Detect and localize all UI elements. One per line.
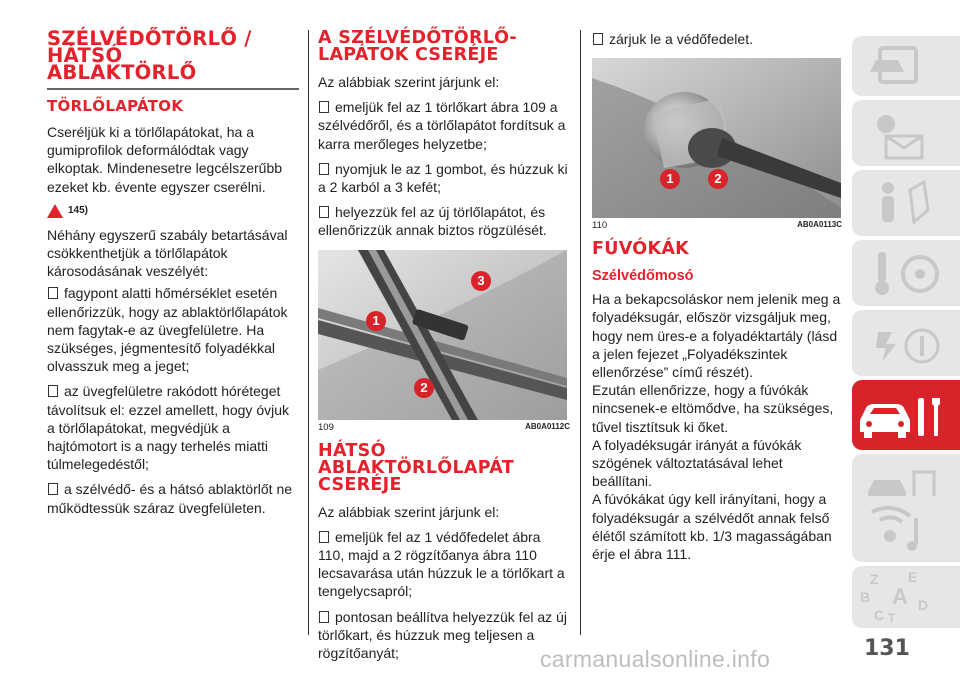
sidebar-tab-car-dashboard[interactable] bbox=[852, 36, 960, 96]
figure-caption bbox=[318, 422, 570, 433]
section-title-nozzles: FÚVÓKÁK bbox=[592, 239, 690, 260]
key-steering-icon bbox=[852, 240, 960, 306]
bullet-box-icon bbox=[319, 101, 329, 113]
list-item: a szélvédő- és a hátsó ablaktörlőt ne működtessük száraz üvegfelületen. bbox=[47, 481, 293, 516]
paragraph: A folyadéksugár irányát a fúvókák szögének változtatásával lehet beállítani. bbox=[592, 436, 802, 490]
rear-wiper-nut-illustration bbox=[592, 58, 841, 218]
figure-110-image bbox=[592, 58, 841, 218]
section-title-wiper-blade: A SZÉLVÉDŐTÖRLŐ- LAPÁTOK CSERÉJE bbox=[318, 28, 517, 65]
bullet-box-icon bbox=[593, 33, 603, 45]
bullet-box-icon bbox=[48, 287, 58, 299]
title-line-2: HÁTSÓ bbox=[47, 44, 123, 67]
column-3 bbox=[592, 30, 842, 567]
index-letter-z: Z bbox=[870, 571, 879, 587]
warning-ref-number: 145) bbox=[68, 205, 89, 217]
figure-code: AB0A0112C bbox=[525, 421, 570, 431]
intro-paragraph: Cseréljük ki a törlőlapátokat, ha a gumiprofilok deformálódtak vagy elkoptak. Mindenesetre legcélszerűbb ezeket kb. évente egyszer cserélni. bbox=[47, 124, 283, 195]
paragraph: Ha a bekapcsoláskor nem jelenik meg a folyadéksugár, először vizsgáljuk meg, hogy nem üres-e a folyadéktartály (lásd a jelen fejezet „Folyadékszintek ellenőrzése” című részét). bbox=[592, 291, 841, 381]
figure-pin-1: 1 bbox=[366, 311, 386, 331]
rules-paragraph: Néhány egyszerű szabály betartásával csökkenthetjük a törlőlapátok károsodásának veszélyét: bbox=[47, 226, 288, 280]
figure-pin-1: 1 bbox=[660, 169, 680, 189]
subsection-title-washer: Szélvédőmosó bbox=[592, 268, 694, 285]
list-item: az üvegfelületre rakódott hóréteget távolítsuk el: ezzel amellett, hogy óvjuk a törlőlapátokat, megvédjük a hajtómotort is a nagy terhelés miatti túlmelegedéstől; bbox=[47, 383, 290, 473]
figure-number: 110 bbox=[592, 220, 608, 232]
figure-pin-2: 2 bbox=[414, 378, 434, 398]
subsection-title: TÖRLŐLAPÁTOK bbox=[47, 97, 184, 115]
bullet-box-icon bbox=[319, 611, 329, 623]
figure-pin-3: 3 bbox=[471, 271, 491, 291]
index-letter-e: E bbox=[908, 569, 918, 585]
index-icon bbox=[852, 566, 960, 628]
index-letter-d: D bbox=[918, 597, 929, 613]
bullet-box-icon bbox=[319, 163, 329, 175]
paragraph: A fúvókákat úgy kell irányítani, hogy a folyadéksugár a szélvédőt annak felső élétől számított kb. 1/3 magasságában érje el ábra 111. bbox=[592, 491, 832, 563]
list-item: nyomjuk le az 1 gombot, és húzzuk ki a 2 karból a 3 kefét; bbox=[318, 160, 568, 196]
intro-paragraph-2: Az alábbiak szerint járjunk el: bbox=[318, 503, 500, 520]
figure-pin-2: 2 bbox=[708, 169, 728, 189]
sidebar-tab-emergency[interactable] bbox=[852, 310, 960, 376]
list-item: zárjuk le a védőfedelet. bbox=[592, 30, 842, 48]
index-letter-a: A bbox=[892, 584, 908, 609]
index-letter-c: C bbox=[874, 607, 885, 623]
section-title bbox=[47, 27, 299, 84]
column-2 bbox=[318, 30, 570, 669]
figure-caption bbox=[592, 220, 842, 231]
bullet-box-icon bbox=[48, 483, 58, 495]
sidebar-tab-index[interactable] bbox=[852, 566, 960, 628]
safety-seat-icon bbox=[852, 170, 960, 236]
paragraph: Ezután ellenőrizze, hogy a fúvókák nincsenek-e eltömődve, ha szükséges, tűvel tisztítsuk ki őket. bbox=[592, 382, 834, 435]
maintenance-icon bbox=[852, 380, 960, 450]
figure-code: AB0A0113C bbox=[797, 220, 842, 230]
sidebar-tab-maintenance-active[interactable] bbox=[852, 380, 960, 450]
sidebar-tab-key-steering[interactable] bbox=[852, 240, 960, 306]
warning-reference bbox=[47, 204, 299, 218]
sidebar-tab-multimedia[interactable] bbox=[852, 496, 960, 562]
page-number: 131 bbox=[864, 636, 910, 661]
column-1 bbox=[47, 27, 299, 524]
list-item: helyezzük fel az új törlőlapátot, és ellenőrizzük annak biztos rögzülését. bbox=[318, 204, 547, 239]
car-dashboard-icon bbox=[852, 36, 960, 96]
column-divider-2 bbox=[580, 30, 581, 635]
bullet-box-icon bbox=[48, 385, 58, 397]
title-rule bbox=[47, 88, 299, 90]
index-letter-b: B bbox=[860, 589, 871, 605]
section-title-rear-wiper: HÁTSÓ ABLAKTÖRLŐLAPÁT CSERÉJE bbox=[318, 440, 514, 495]
column-divider-1 bbox=[308, 30, 309, 635]
multimedia-icon bbox=[852, 496, 960, 562]
watermark: carmanualsonline.info bbox=[540, 646, 771, 672]
title-line-1: SZÉLVÉDŐTÖRLŐ / bbox=[47, 27, 252, 50]
warning-lights-icon bbox=[852, 100, 960, 166]
warning-triangle-icon bbox=[47, 204, 63, 218]
wiper-blade-illustration bbox=[318, 250, 567, 420]
list-item: pontosan beállítva helyezzük fel az új törlőkart, és húzzuk meg teljesen a rögzítőanyát; bbox=[318, 608, 567, 662]
sidebar-tab-safety[interactable] bbox=[852, 170, 960, 236]
emergency-icon bbox=[852, 310, 960, 376]
intro-paragraph: Az alábbiak szerint járjunk el: bbox=[318, 74, 500, 90]
sidebar-tab-warning-lights[interactable] bbox=[852, 100, 960, 166]
list-item: fagypont alatti hőmérséklet esetén ellenőrizzük, hogy az ablaktörlőlapátok nem fagytak-e az üvegfelületre. Ha szükséges, jégmentesítő folyadékkal olvasszuk meg a jeget; bbox=[47, 285, 288, 375]
figure-109-image bbox=[318, 250, 567, 420]
title-line-3: ABLAKTÖRLŐ bbox=[47, 61, 197, 84]
index-letter-t: T bbox=[888, 611, 896, 625]
figure-number: 109 bbox=[318, 421, 334, 433]
list-item: emeljük fel az 1 védőfedelet ábra 110, majd a 2 rögzítőanya ábra 110 lecsavarása után húzzuk le a törlőkart a tengelycsapról; bbox=[318, 528, 565, 600]
bullet-box-icon bbox=[319, 206, 329, 218]
bullet-box-icon bbox=[319, 531, 329, 543]
list-item: emeljük fel az 1 törlőkart ábra 109 a szélvédőről, és a törlőlapátot fordítsuk a karra merőleges helyzetbe; bbox=[318, 99, 566, 152]
